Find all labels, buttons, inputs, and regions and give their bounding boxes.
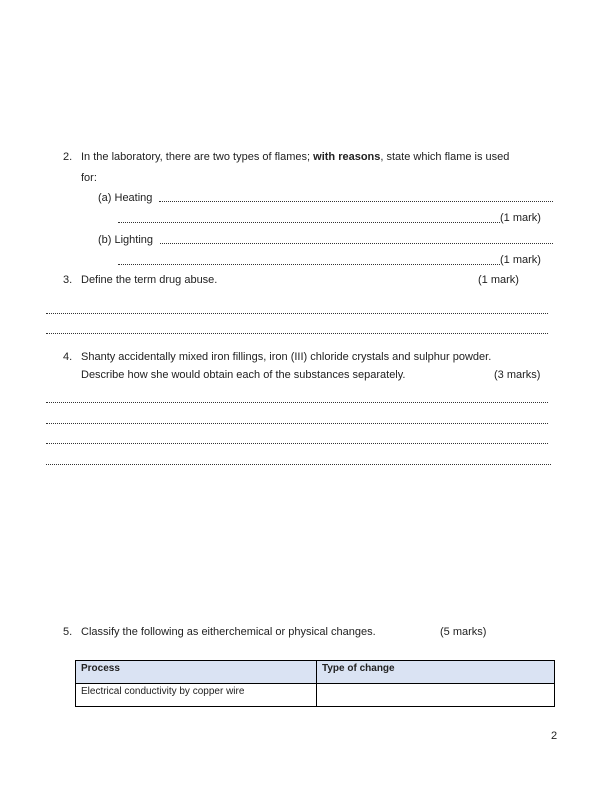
q2b-label: (b) Lighting: [98, 234, 154, 246]
q2a-mark: (1 mark): [500, 212, 541, 224]
classification-table: [75, 660, 555, 707]
table-header-row: [76, 661, 555, 684]
q2-text: [81, 151, 509, 164]
header-type-of-change: Type of change: [317, 661, 555, 684]
q2b-mark: (1 mark): [500, 254, 541, 266]
q2a-label: (a) Heating: [98, 192, 153, 204]
page-number: 2: [551, 730, 558, 742]
answer-line[interactable]: [46, 333, 548, 334]
q2-number: 2.: [63, 151, 73, 163]
answer-line[interactable]: [46, 443, 548, 444]
q2-bold: with reasons: [313, 151, 381, 163]
answer-line[interactable]: [46, 464, 551, 465]
answer-line[interactable]: [118, 264, 500, 265]
answer-line[interactable]: [46, 423, 548, 424]
q2-text-b: , state which flame is used: [380, 151, 510, 163]
answer-line[interactable]: [159, 201, 553, 202]
q4-mark: (3 marks): [494, 369, 541, 381]
table-row: [76, 684, 555, 707]
answer-line[interactable]: [118, 222, 500, 223]
q2-text-a: In the laboratory, there are two types of flames;: [81, 151, 314, 163]
q5-mark: (5 marks): [440, 626, 487, 638]
q2-line2: for:: [81, 172, 97, 184]
q3-number: 3.: [63, 274, 73, 286]
answer-line[interactable]: [46, 402, 548, 403]
answer-line[interactable]: [160, 243, 553, 244]
cell-type-of-change[interactable]: [317, 684, 555, 707]
cell-process: Electrical conductivity by copper wire: [76, 684, 317, 707]
header-process: Process: [76, 661, 317, 684]
q4-line1: Shanty accidentally mixed iron fillings, iron (III) chloride crystals and sulphur powder.: [81, 351, 492, 363]
q5-text: Classify the following as eitherchemical or physical changes.: [81, 626, 376, 638]
q4-line2: Describe how she would obtain each of the substances separately.: [81, 369, 406, 381]
q3-text: Define the term drug abuse.: [81, 274, 218, 286]
q4-number: 4.: [63, 351, 73, 363]
q5-number: 5.: [63, 626, 73, 638]
answer-line[interactable]: [46, 313, 548, 314]
q3-mark: (1 mark): [478, 274, 519, 286]
